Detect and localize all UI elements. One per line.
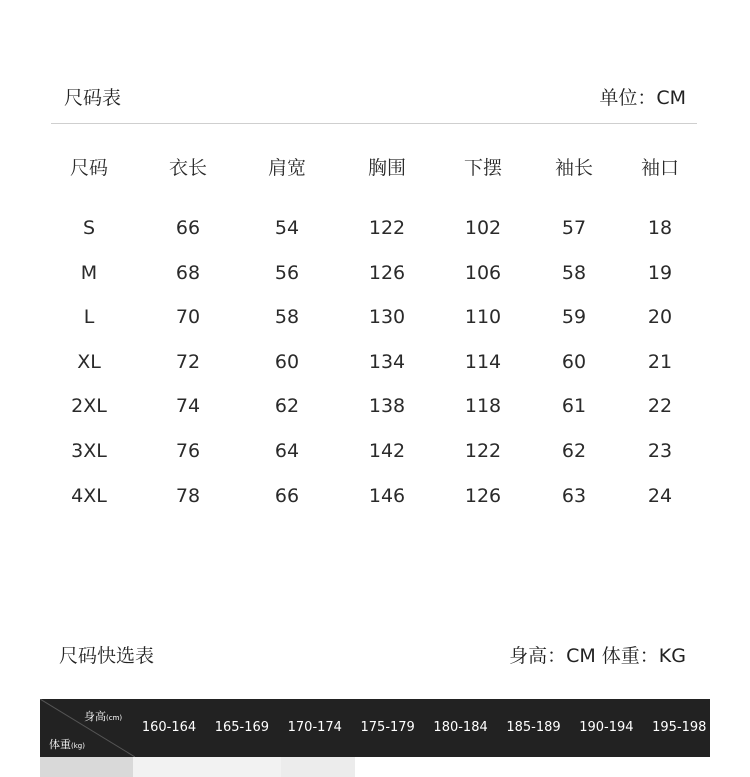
table-cell: 146 bbox=[368, 484, 406, 507]
table-cell: XL bbox=[77, 350, 101, 373]
table-cell: 126 bbox=[368, 261, 406, 284]
header-cell: 尺码 bbox=[69, 157, 108, 179]
table-cell: 20 bbox=[647, 306, 673, 329]
quick-chart-unit: 身高：CM 体重：KG bbox=[509, 645, 686, 667]
table-cell: 122 bbox=[368, 217, 406, 239]
header-cell: 下摆 bbox=[463, 157, 502, 179]
table-cell: 56 bbox=[274, 261, 300, 284]
table-cell: 72 bbox=[175, 350, 201, 373]
table-cell: 24 bbox=[647, 484, 673, 507]
table-cell: M bbox=[80, 261, 98, 284]
height-range-header: 175-179 bbox=[360, 720, 415, 735]
header-cell: 肩宽 bbox=[267, 157, 306, 179]
height-range-header: 160-164 bbox=[141, 720, 197, 735]
table-row bbox=[40, 431, 710, 471]
table-cell: 102 bbox=[464, 217, 502, 239]
table-cell: 66 bbox=[175, 217, 201, 239]
table-cell: S bbox=[82, 217, 96, 239]
table-cell bbox=[133, 757, 281, 777]
table-row bbox=[40, 208, 710, 248]
header-cell: 胸围 bbox=[367, 157, 406, 179]
table-cell: 142 bbox=[368, 440, 406, 462]
table-cell: 106 bbox=[464, 261, 502, 284]
table-cell: 4XL bbox=[71, 484, 107, 507]
table-cell: 61 bbox=[561, 395, 587, 418]
height-range-header: 165-169 bbox=[214, 720, 270, 735]
table-cell: 70 bbox=[175, 306, 201, 329]
table-cell: 122 bbox=[464, 440, 502, 462]
table-row bbox=[40, 476, 710, 516]
table-header-row bbox=[40, 148, 710, 188]
table-cell: 74 bbox=[175, 395, 201, 418]
table-cell: 59 bbox=[561, 306, 587, 329]
height-range-header: 190-194 bbox=[579, 720, 634, 735]
height-range-header: 195-198 bbox=[652, 720, 707, 735]
corner-height-label: 身高(cm) bbox=[84, 710, 123, 723]
table-cell: 66 bbox=[274, 484, 300, 507]
quick-chart-first-row bbox=[40, 757, 710, 777]
table-cell: 130 bbox=[368, 306, 406, 329]
table-cell: 62 bbox=[274, 395, 300, 418]
quick-chart-header bbox=[40, 699, 710, 757]
corner-weight-label: 体重(kg) bbox=[49, 738, 85, 751]
table-cell bbox=[281, 757, 355, 777]
table-cell: L bbox=[83, 306, 95, 329]
table-cell: 22 bbox=[647, 395, 673, 418]
table-cell: 2XL bbox=[71, 395, 107, 418]
header-cell: 袖口 bbox=[640, 157, 679, 179]
height-range-header: 180-184 bbox=[433, 720, 488, 735]
table-cell: 18 bbox=[647, 217, 673, 239]
header-cell: 衣长 bbox=[168, 157, 207, 179]
table-cell: 3XL bbox=[71, 440, 107, 462]
table-cell bbox=[40, 757, 133, 777]
table-cell: 60 bbox=[561, 350, 587, 373]
table-cell bbox=[355, 757, 710, 777]
table-cell: 114 bbox=[464, 350, 502, 373]
table-row bbox=[40, 253, 710, 293]
table-cell: 64 bbox=[274, 440, 300, 462]
table-row bbox=[40, 297, 710, 337]
table-cell: 76 bbox=[175, 440, 201, 462]
table-cell: 134 bbox=[368, 350, 406, 373]
table-cell: 58 bbox=[561, 261, 587, 284]
table-cell: 68 bbox=[175, 261, 201, 284]
height-range-header: 185-189 bbox=[506, 720, 561, 735]
table-cell: 110 bbox=[464, 306, 502, 329]
table-cell: 62 bbox=[561, 440, 587, 462]
table-cell: 54 bbox=[274, 217, 300, 239]
quick-chart-title: 尺码快选表 bbox=[59, 645, 155, 667]
table-cell: 23 bbox=[647, 440, 673, 462]
table-cell: 138 bbox=[368, 395, 406, 418]
height-range-header: 170-174 bbox=[287, 720, 342, 735]
table-cell: 118 bbox=[464, 395, 502, 418]
size-chart-title: 尺码表 bbox=[64, 87, 122, 109]
table-cell: 58 bbox=[274, 306, 300, 329]
header-cell: 袖长 bbox=[554, 157, 593, 179]
table-cell: 19 bbox=[647, 261, 673, 284]
table-row bbox=[40, 342, 710, 382]
table-row bbox=[40, 386, 710, 426]
table-cell: 126 bbox=[464, 484, 502, 507]
table-cell: 21 bbox=[647, 350, 673, 373]
section-divider bbox=[51, 123, 697, 124]
table-cell: 78 bbox=[175, 484, 201, 507]
table-cell: 63 bbox=[561, 484, 587, 507]
table-cell: 60 bbox=[274, 350, 300, 373]
table-cell: 57 bbox=[561, 217, 587, 239]
size-chart-unit: 单位：CM bbox=[599, 87, 686, 109]
